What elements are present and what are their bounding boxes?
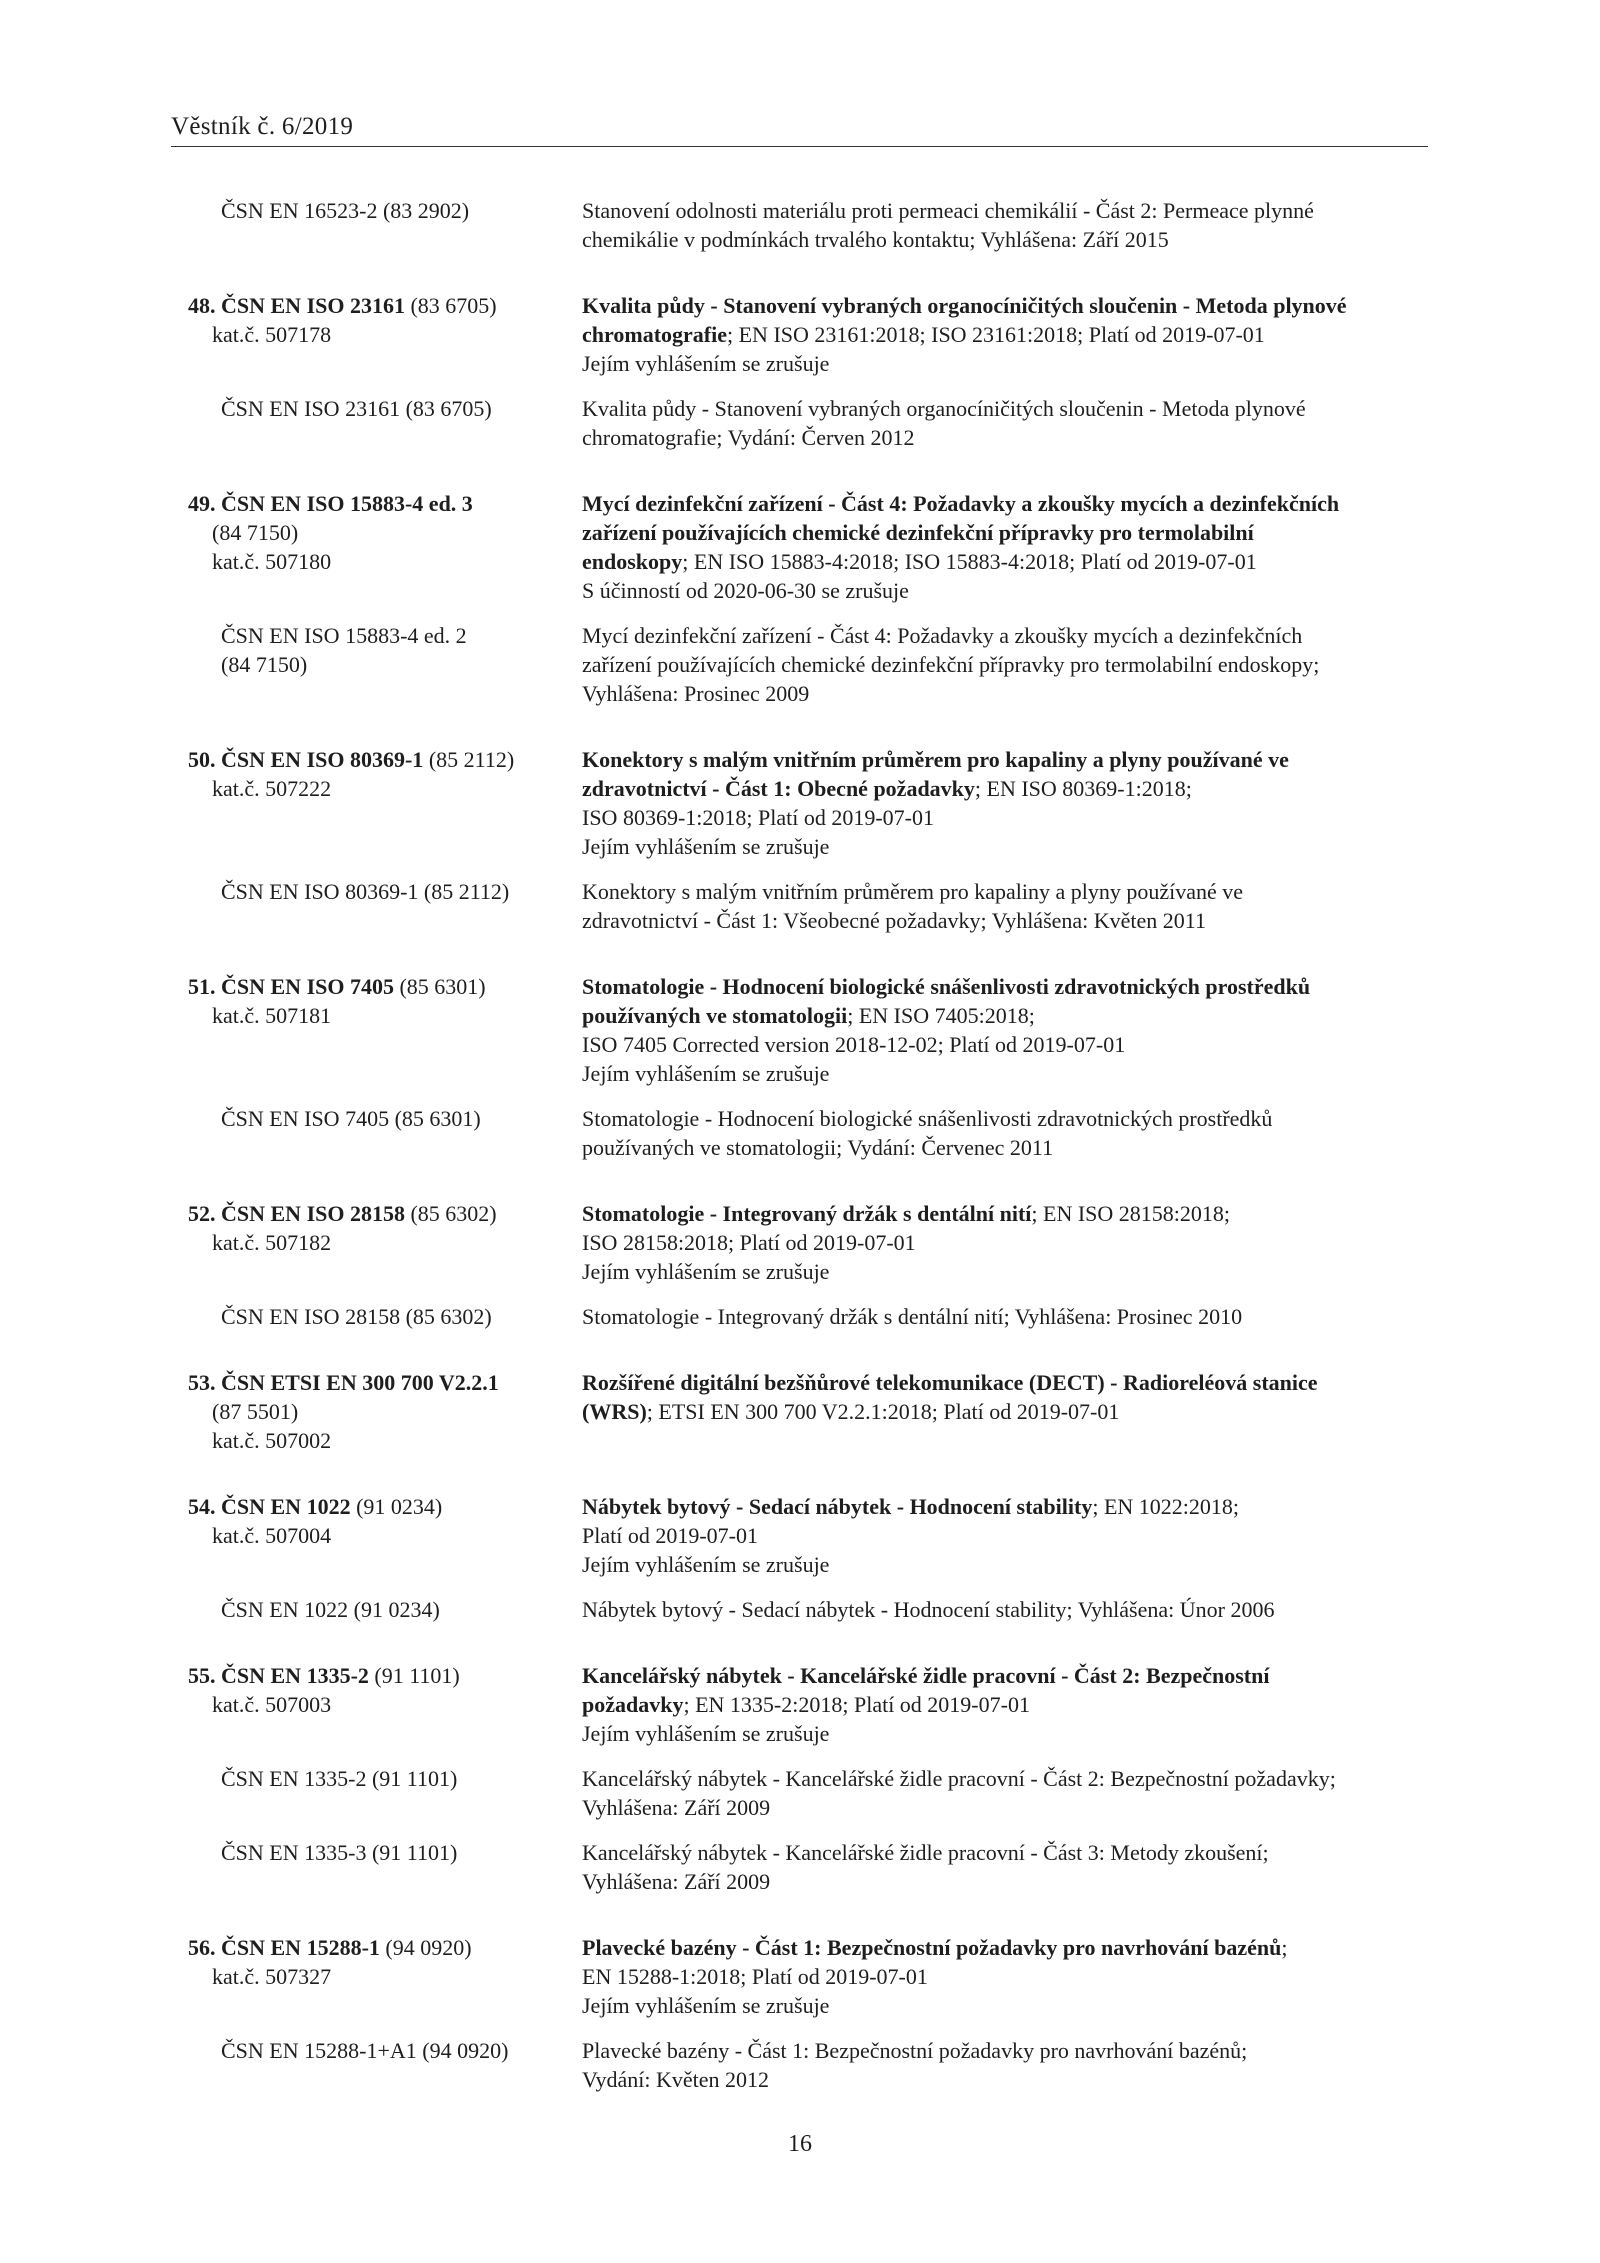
text: (85 6301) <box>393 974 486 999</box>
text: ; <box>1281 1935 1288 1960</box>
new-standard-row <box>188 1661 1428 1748</box>
text-line <box>582 1228 1428 1257</box>
new-standard-row <box>188 1492 1428 1579</box>
text-line <box>582 679 1428 708</box>
text: Vyhlášena: Září 2009 <box>582 1869 771 1894</box>
text-line <box>188 1368 582 1397</box>
text: Vydání: Květen 2012 <box>582 2067 769 2092</box>
text: (87 5501) <box>212 1399 299 1424</box>
bold-text: endoskopy <box>582 549 683 574</box>
text-line <box>188 650 582 679</box>
text-line <box>582 349 1428 378</box>
superseded-standard-row <box>188 1595 1428 1624</box>
standard-description <box>582 972 1428 1088</box>
new-standard-row <box>188 489 1428 605</box>
text: kat.č. 507182 <box>212 1230 332 1255</box>
standard-designation <box>188 1104 582 1162</box>
bold-text: 53. ČSN ETSI EN 300 700 V2.2.1 <box>188 1370 499 1395</box>
text-line <box>582 621 1428 650</box>
text-line <box>582 1690 1428 1719</box>
standard-designation <box>188 291 582 378</box>
text-line <box>188 1001 582 1030</box>
standard-entry <box>188 489 1428 708</box>
text-line <box>582 803 1428 832</box>
text-line <box>582 972 1428 1001</box>
text-line <box>188 291 582 320</box>
text-line <box>582 1550 1428 1579</box>
superseded-standard-row <box>188 2036 1428 2094</box>
bold-text: používaných ve stomatologii <box>582 1003 848 1028</box>
text-line <box>188 745 582 774</box>
bold-text: (WRS) <box>582 1399 647 1424</box>
standard-description <box>582 1764 1428 1822</box>
standard-description <box>582 1368 1428 1455</box>
standard-description <box>582 394 1428 452</box>
standard-designation <box>188 972 582 1088</box>
text-line <box>188 547 582 576</box>
text-line <box>582 576 1428 605</box>
superseded-standard-row <box>188 1104 1428 1162</box>
text-line <box>188 774 582 803</box>
text: ČSN EN ISO 80369-1 (85 2112) <box>221 879 510 904</box>
text-line <box>188 1302 582 1331</box>
text-line <box>582 196 1428 225</box>
standard-entry <box>188 196 1428 254</box>
page-number: 16 <box>788 2131 812 2157</box>
standard-description <box>582 291 1428 378</box>
new-standard-row <box>188 745 1428 861</box>
text-line <box>582 1933 1428 1962</box>
standard-description <box>582 1595 1428 1624</box>
bold-text: 55. ČSN EN 1335-2 <box>188 1663 369 1688</box>
text-line <box>188 1426 582 1455</box>
standard-designation <box>188 1302 582 1331</box>
text: Jejím vyhlášením se zrušuje <box>582 1552 830 1577</box>
text: Mycí dezinfekční zařízení - Část 4: Požadavky a zkoušky mycích a dezinfekčních <box>582 623 1303 648</box>
text: Jejím vyhlášením se zrušuje <box>582 1721 830 1746</box>
standard-designation <box>188 745 582 861</box>
standard-description <box>582 489 1428 605</box>
standard-designation <box>188 1199 582 1286</box>
text: Kancelářský nábytek - Kancelářské židle pracovní - Část 3: Metody zkoušení; <box>582 1840 1269 1865</box>
standard-description <box>582 1661 1428 1748</box>
text: ČSN EN 1022 (91 0234) <box>221 1597 440 1622</box>
bold-text: 54. ČSN EN 1022 <box>188 1494 351 1519</box>
text-line <box>582 1368 1428 1397</box>
standard-entry <box>188 291 1428 452</box>
standard-designation <box>188 1661 582 1748</box>
standard-description <box>582 1302 1428 1331</box>
standard-description <box>582 1199 1428 1286</box>
text: (91 0234) <box>350 1494 443 1519</box>
text-line <box>188 1661 582 1690</box>
text: ISO 7405 Corrected version 2018-12-02; Platí od 2019-07-01 <box>582 1032 1126 1057</box>
new-standard-row <box>188 972 1428 1088</box>
text-line <box>582 1661 1428 1690</box>
text: ; EN 1335-2:2018; Platí od 2019-07-01 <box>683 1692 1030 1717</box>
text: (84 7150) <box>221 652 308 677</box>
text-line <box>582 1397 1428 1426</box>
text-line <box>188 1838 582 1867</box>
text: (94 0920) <box>379 1935 472 1960</box>
text-line <box>188 320 582 349</box>
text: Jejím vyhlášením se zrušuje <box>582 834 830 859</box>
bold-text: 51. ČSN EN ISO 7405 <box>188 974 394 999</box>
standard-description <box>582 2036 1428 2094</box>
text-line <box>188 877 582 906</box>
text-line <box>582 774 1428 803</box>
standard-description <box>582 745 1428 861</box>
text-line <box>188 1104 582 1133</box>
standard-description <box>582 1933 1428 2020</box>
bold-text: Konektory s malým vnitřním průměrem pro kapaliny a plyny používané ve <box>582 747 1289 772</box>
standard-designation <box>188 489 582 605</box>
text-line <box>582 1867 1428 1896</box>
standard-description <box>582 877 1428 935</box>
new-standard-row <box>188 1199 1428 1286</box>
text: (84 7150) <box>212 520 299 545</box>
standard-description <box>582 1104 1428 1162</box>
text-line <box>582 2036 1428 2065</box>
text: Kvalita půdy - Stanovení vybraných organocíničitých sloučenin - Metoda plynové <box>582 396 1306 421</box>
standard-designation <box>188 2036 582 2094</box>
bold-text: Stomatologie - Integrovaný držák s dentální nití <box>582 1201 1032 1226</box>
text: zařízení používajících chemické dezinfekční přípravky pro termolabilní endoskopy; <box>582 652 1320 677</box>
journal-title: Věstník č. 6/2019 <box>171 113 354 140</box>
superseded-standard-row <box>188 1764 1428 1822</box>
text-line <box>582 877 1428 906</box>
text: ČSN EN ISO 28158 (85 6302) <box>221 1304 492 1329</box>
superseded-standard-row <box>188 1838 1428 1896</box>
text: Stomatologie - Integrovaný držák s dentální nití; Vyhlášena: Prosinec 2010 <box>582 1304 1243 1329</box>
superseded-standard-row <box>188 877 1428 935</box>
standards-list <box>188 196 1428 2131</box>
standard-designation <box>188 394 582 452</box>
bold-text: 50. ČSN EN ISO 80369-1 <box>188 747 424 772</box>
text: EN 15288-1:2018; Platí od 2019-07-01 <box>582 1964 928 1989</box>
text: používaných ve stomatologii; Vydání: Červenec 2011 <box>582 1135 1054 1160</box>
bold-text: chromatografie <box>582 322 727 347</box>
text-line <box>582 225 1428 254</box>
text: kat.č. 507327 <box>212 1964 332 1989</box>
text-line <box>582 1059 1428 1088</box>
text: Jejím vyhlášením se zrušuje <box>582 1061 830 1086</box>
text-line <box>582 1199 1428 1228</box>
bold-text: požadavky <box>582 1692 684 1717</box>
text: kat.č. 507222 <box>212 776 332 801</box>
page-header <box>171 112 1428 147</box>
text: ČSN EN ISO 15883-4 ed. 2 <box>221 623 467 648</box>
text-line <box>188 1962 582 1991</box>
text: (83 6705) <box>404 293 497 318</box>
text-line <box>582 1492 1428 1521</box>
text: Jejím vyhlášením se zrušuje <box>582 351 830 376</box>
text: ; ETSI EN 300 700 V2.2.1:2018; Platí od 2019-07-01 <box>646 1399 1120 1424</box>
text: Stanovení odolnosti materiálu proti permeaci chemikálií - Část 2: Permeace plynné <box>582 198 1314 223</box>
text: kat.č. 507180 <box>212 549 332 574</box>
text: ; EN 1022:2018; <box>1092 1494 1239 1519</box>
text-line <box>582 291 1428 320</box>
text-line <box>582 1302 1428 1331</box>
text: ; EN ISO 15883-4:2018; ISO 15883-4:2018; Platí od 2019-07-01 <box>682 549 1257 574</box>
bold-text: Mycí dezinfekční zařízení - Část 4: Požadavky a zkoušky mycích a dezinfekčních <box>582 491 1340 516</box>
standard-entry <box>188 1933 1428 2094</box>
text-line <box>582 518 1428 547</box>
text: (85 6302) <box>404 1201 497 1226</box>
standard-designation <box>188 1368 582 1455</box>
text-line <box>188 1199 582 1228</box>
bold-text: Rozšířené digitální bezšňůrové telekomunikace (DECT) - Radioreléová stanice <box>582 1370 1318 1395</box>
text-line <box>582 2065 1428 2094</box>
text-line <box>188 1933 582 1962</box>
text-line <box>582 1133 1428 1162</box>
text-line <box>582 1793 1428 1822</box>
text-line <box>188 972 582 1001</box>
standard-designation <box>188 877 582 935</box>
standard-entry <box>188 745 1428 935</box>
text-line <box>582 1104 1428 1133</box>
new-standard-row <box>188 1933 1428 2020</box>
superseded-standard-row <box>188 196 1428 254</box>
text: ČSN EN 1335-2 (91 1101) <box>221 1766 458 1791</box>
standard-entry <box>188 1368 1428 1455</box>
text: ČSN EN ISO 7405 (85 6301) <box>221 1106 481 1131</box>
bold-text: 48. ČSN EN ISO 23161 <box>188 293 405 318</box>
text: Plavecké bazény - Část 1: Bezpečnostní požadavky pro navrhování bazénů; <box>582 2038 1248 2063</box>
text-line <box>582 394 1428 423</box>
text-line <box>582 1595 1428 1624</box>
text: ; EN ISO 80369-1:2018; <box>974 776 1192 801</box>
bold-text: Kancelářský nábytek - Kancelářské židle pracovní - Část 2: Bezpečnostní <box>582 1663 1270 1688</box>
text: kat.č. 507003 <box>212 1692 332 1717</box>
text-line <box>582 1030 1428 1059</box>
text-line <box>188 1397 582 1426</box>
standard-entry <box>188 972 1428 1162</box>
text: Jejím vyhlášením se zrušuje <box>582 1259 830 1284</box>
text-line <box>582 423 1428 452</box>
new-standard-row <box>188 1368 1428 1455</box>
text: zdravotnictví - Část 1: Všeobecné požadavky; Vyhlášena: Květen 2011 <box>582 908 1206 933</box>
standard-description <box>582 196 1428 254</box>
standard-entry <box>188 1661 1428 1896</box>
standard-designation <box>188 196 582 254</box>
text-line <box>188 1690 582 1719</box>
text-line <box>188 1764 582 1793</box>
standard-designation <box>188 1933 582 2020</box>
text-line <box>582 1991 1428 2020</box>
text-line <box>582 1764 1428 1793</box>
text-line <box>188 2036 582 2065</box>
superseded-standard-row <box>188 621 1428 708</box>
bold-text: 49. ČSN EN ISO 15883-4 ed. 3 <box>188 491 473 516</box>
text: ; EN ISO 23161:2018; ISO 23161:2018; Platí od 2019-07-01 <box>727 322 1265 347</box>
text-line <box>582 547 1428 576</box>
bold-text: zdravotnictví - Část 1: Obecné požadavky <box>582 776 975 801</box>
superseded-standard-row <box>188 1302 1428 1331</box>
text: ISO 28158:2018; Platí od 2019-07-01 <box>582 1230 916 1255</box>
bold-text: Nábytek bytový - Sedací nábytek - Hodnocení stability <box>582 1494 1093 1519</box>
text-line <box>582 832 1428 861</box>
text: ISO 80369-1:2018; Platí od 2019-07-01 <box>582 805 934 830</box>
text-line <box>188 196 582 225</box>
text-line <box>582 1719 1428 1748</box>
standard-description <box>582 621 1428 708</box>
text: Vyhlášena: Září 2009 <box>582 1795 771 1820</box>
standard-description <box>582 1838 1428 1896</box>
bold-text: 56. ČSN EN 15288-1 <box>188 1935 380 1960</box>
page-footer <box>0 2131 1600 2158</box>
text-line <box>582 1838 1428 1867</box>
text-line <box>582 489 1428 518</box>
new-standard-row <box>188 291 1428 378</box>
text-line <box>188 1521 582 1550</box>
text: Platí od 2019-07-01 <box>582 1523 758 1548</box>
standard-designation <box>188 1492 582 1579</box>
text-line <box>582 320 1428 349</box>
text-line <box>188 518 582 547</box>
text: kat.č. 507181 <box>212 1003 332 1028</box>
text-line <box>582 1962 1428 1991</box>
text: ČSN EN 15288-1+A1 (94 0920) <box>221 2038 509 2063</box>
bold-text: 52. ČSN EN ISO 28158 <box>188 1201 405 1226</box>
bold-text: Plavecké bazény - Část 1: Bezpečnostní požadavky pro navrhování bazénů <box>582 1935 1282 1960</box>
standard-entry <box>188 1199 1428 1331</box>
text: chromatografie; Vydání: Červen 2012 <box>582 425 915 450</box>
text-line <box>582 1001 1428 1030</box>
text: (85 2112) <box>423 747 515 772</box>
text: Jejím vyhlášením se zrušuje <box>582 1993 830 2018</box>
text: ; EN ISO 28158:2018; <box>1031 1201 1231 1226</box>
text-line <box>188 1595 582 1624</box>
text: ČSN EN ISO 23161 (83 6705) <box>221 396 492 421</box>
standard-designation <box>188 1764 582 1822</box>
standard-entry <box>188 1492 1428 1624</box>
text: ČSN EN 16523-2 (83 2902) <box>221 198 470 223</box>
standard-designation <box>188 1595 582 1624</box>
text-line <box>582 650 1428 679</box>
text-line <box>582 906 1428 935</box>
text: chemikálie v podmínkách trvalého kontaktu; Vyhlášena: Září 2015 <box>582 227 1169 252</box>
bold-text: Stomatologie - Hodnocení biologické snášenlivosti zdravotnických prostředků <box>582 974 1311 999</box>
bold-text: zařízení používajících chemické dezinfekční přípravky pro termolabilní <box>582 520 1254 545</box>
text: Kancelářský nábytek - Kancelářské židle pracovní - Část 2: Bezpečnostní požadavky; <box>582 1766 1336 1791</box>
bold-text: Kvalita půdy - Stanovení vybraných organocíničitých sloučenin - Metoda plynové <box>582 293 1347 318</box>
text: kat.č. 507178 <box>212 322 332 347</box>
text: Nábytek bytový - Sedací nábytek - Hodnocení stability; Vyhlášena: Únor 2006 <box>582 1597 1275 1622</box>
text-line <box>582 1521 1428 1550</box>
text-line <box>188 1228 582 1257</box>
text: ČSN EN 1335-3 (91 1101) <box>221 1840 458 1865</box>
text-line <box>188 394 582 423</box>
text-line <box>188 621 582 650</box>
text: (91 1101) <box>368 1663 460 1688</box>
text: kat.č. 507002 <box>212 1428 332 1453</box>
text: S účinností od 2020-06-30 se zrušuje <box>582 578 909 603</box>
standard-description <box>582 1492 1428 1579</box>
text-line <box>188 489 582 518</box>
text-line <box>188 1492 582 1521</box>
text: Vyhlášena: Prosinec 2009 <box>582 681 810 706</box>
text-line <box>582 1257 1428 1286</box>
standard-designation <box>188 1838 582 1896</box>
text: kat.č. 507004 <box>212 1523 332 1548</box>
text: ; EN ISO 7405:2018; <box>847 1003 1035 1028</box>
text-line <box>582 745 1428 774</box>
text: Konektory s malým vnitřním průměrem pro kapaliny a plyny používané ve <box>582 879 1244 904</box>
text: Stomatologie - Hodnocení biologické snášenlivosti zdravotnických prostředků <box>582 1106 1273 1131</box>
standard-designation <box>188 621 582 708</box>
superseded-standard-row <box>188 394 1428 452</box>
